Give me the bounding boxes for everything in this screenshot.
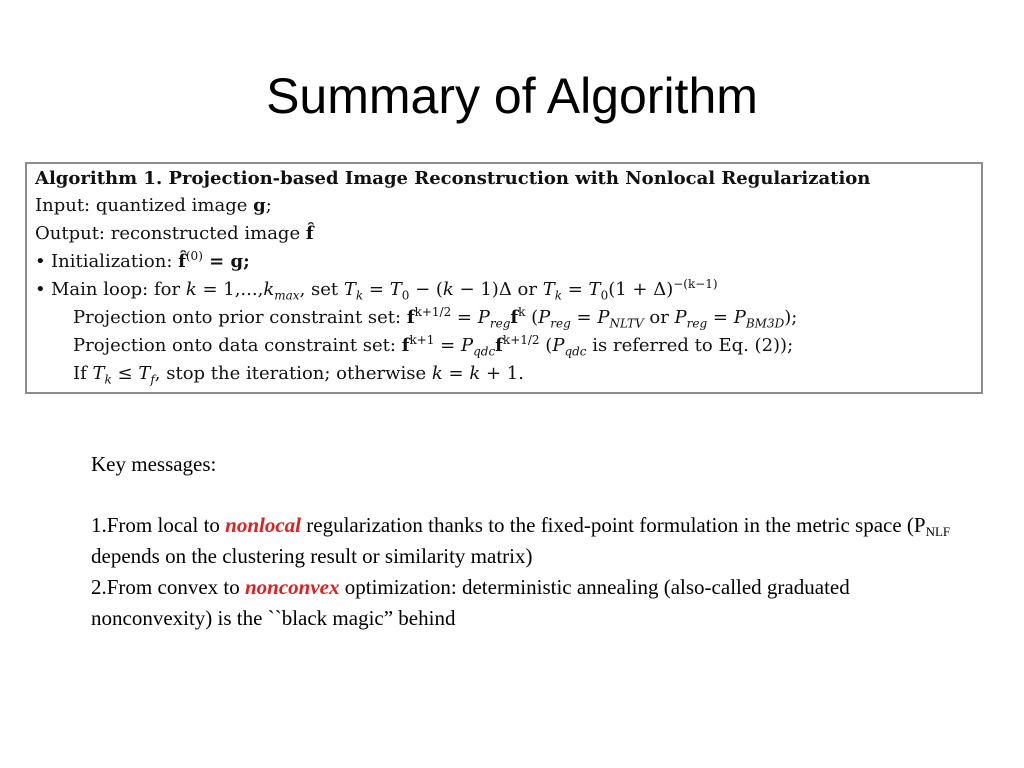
data-P: P <box>552 335 565 356</box>
algorithm-prior-projection <box>35 304 981 332</box>
stop-text: ≤ <box>111 363 139 384</box>
algorithm-data-projection <box>35 332 981 360</box>
stop-T: T <box>92 363 105 384</box>
prior-text: = <box>707 307 734 328</box>
key-message-text: depends on the clustering result or similarity matrix) <box>91 544 533 568</box>
data-text: is referred to Eq. (2)); <box>586 335 794 356</box>
key-message-2 <box>91 572 951 634</box>
prior-text: = <box>570 307 598 328</box>
slide-title: Summary of Algorithm <box>266 68 758 124</box>
loop-text: = <box>562 279 589 300</box>
input-label: Input: quantized image <box>35 195 254 216</box>
prior-text: ( <box>525 307 539 328</box>
loop-math: T <box>588 279 601 300</box>
loop-math: T <box>542 279 555 300</box>
key-message-text: optimization: deterministic annealing (also-called graduated nonconvexity) is the ``black magic” behind <box>91 575 850 630</box>
key-messages-heading: Key messages: <box>91 452 217 476</box>
loop-text: = 1,..., <box>196 279 264 300</box>
key-message-emphasis: nonconvex <box>244 575 340 599</box>
init-sup: (0) <box>185 249 203 263</box>
stop-text: = <box>442 363 470 384</box>
loop-sup: −(k−1) <box>673 277 718 291</box>
loop-text: (1 + Δ) <box>608 279 674 300</box>
prior-text: ); <box>784 307 798 328</box>
algorithm-initialization <box>35 248 981 276</box>
loop-sub: k <box>554 288 563 303</box>
stop-sub: f <box>150 372 155 387</box>
loop-text: , set <box>299 279 344 300</box>
data-sup: k+1/2 <box>502 333 540 347</box>
data-f: f <box>495 335 503 356</box>
data-sub: qdc <box>564 344 587 359</box>
key-message-subscript: NLF <box>925 524 951 539</box>
prior-f: f <box>406 307 415 328</box>
prior-sub: reg <box>550 316 571 331</box>
loop-math: k <box>442 279 454 300</box>
stop-k: k <box>431 363 443 384</box>
prior-P: P <box>538 307 551 328</box>
loop-text: − 1)Δ or <box>453 279 543 300</box>
prior-text: = <box>451 307 478 328</box>
loop-sub: k <box>355 288 364 303</box>
init-label: Initialization: <box>51 251 179 272</box>
algorithm-input <box>35 192 981 220</box>
stop-text: + 1. <box>480 363 524 384</box>
data-text: = <box>434 335 461 356</box>
algorithm-output <box>35 220 981 248</box>
data-sup: k+1 <box>409 333 435 347</box>
stop-sub: k <box>104 372 112 387</box>
prior-P: P <box>477 307 490 328</box>
stop-k: k <box>469 363 481 384</box>
algorithm-title: Algorithm 1. Projection-based Image Reconstruction with Nonlocal Regularization <box>35 168 871 189</box>
algorithm-main-loop <box>35 276 981 304</box>
key-message-emphasis: nonlocal <box>225 513 302 537</box>
prior-P: P <box>674 307 687 328</box>
prior-P: P <box>597 307 610 328</box>
init-rest: = g; <box>202 251 250 272</box>
loop-math: k <box>185 279 197 300</box>
input-end: ; <box>265 195 272 216</box>
loop-sub: 0 <box>600 288 609 303</box>
loop-text: − ( <box>409 279 443 300</box>
loop-math: T <box>343 279 356 300</box>
prior-P: P <box>733 307 746 328</box>
prior-sub: reg <box>686 316 708 331</box>
prior-text: Projection onto prior constraint set: <box>73 307 407 328</box>
loop-sub: max <box>274 288 300 303</box>
algorithm-stop-condition <box>35 360 981 388</box>
input-symbol: g <box>253 195 266 216</box>
loop-sub: 0 <box>401 288 410 303</box>
prior-sub: NLTV <box>609 316 644 331</box>
prior-f: f <box>510 307 519 328</box>
init-f: f̂ <box>178 251 186 272</box>
key-messages <box>91 449 951 634</box>
prior-sup: k <box>518 305 526 319</box>
loop-math: k <box>263 279 275 300</box>
loop-text: = <box>363 279 390 300</box>
stop-text: , stop the iteration; otherwise <box>154 363 432 384</box>
bullet-icon: • <box>35 251 46 272</box>
prior-sup: k+1/2 <box>414 305 452 319</box>
data-sub: qdc <box>473 344 496 359</box>
data-f: f <box>401 335 410 356</box>
data-text: Projection onto data constraint set: <box>73 335 402 356</box>
key-message-text: regularization thanks to the fixed-point formulation in the metric space (P <box>301 513 926 537</box>
output-label: Output: reconstructed image <box>35 223 306 244</box>
stop-text: If <box>73 363 93 384</box>
data-P: P <box>460 335 474 356</box>
algorithm-box <box>25 162 983 394</box>
key-message-text: 1.From local to <box>91 513 226 537</box>
key-message-text: 2.From convex to <box>91 575 245 599</box>
key-message-1 <box>91 510 951 572</box>
loop-math: T <box>389 279 402 300</box>
prior-sub: BM3D <box>745 316 785 331</box>
spacer <box>91 480 951 510</box>
stop-T: T <box>138 363 151 384</box>
bullet-icon: • <box>35 279 46 300</box>
data-text: ( <box>539 335 553 356</box>
prior-sub: reg <box>489 316 511 331</box>
prior-text: or <box>643 307 675 328</box>
output-symbol: f̂ <box>305 223 314 244</box>
loop-text: Main loop: for <box>51 279 186 300</box>
